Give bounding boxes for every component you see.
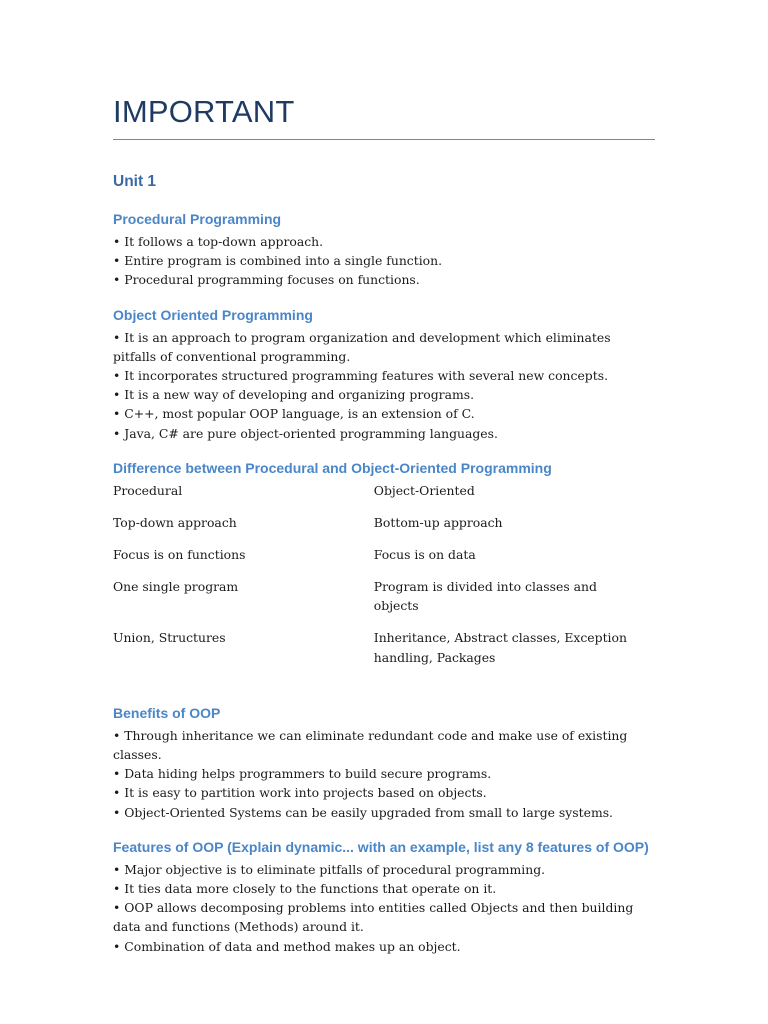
list-item: • Procedural programming focuses on functions.: [113, 270, 655, 289]
table-cell: One single program: [113, 578, 239, 594]
table-cell: Top-down approach: [113, 514, 237, 530]
document-title: IMPORTANT: [113, 94, 295, 129]
table-cell: Procedural: [113, 482, 183, 498]
list-item: • Java, C# are pure object-oriented programming languages.: [113, 424, 655, 443]
section-heading-difference: Difference between Procedural and Object-Oriented Programming: [113, 459, 552, 476]
list-item: • C++, most popular OOP language, is an extension of C.: [113, 404, 655, 423]
table-cell: Focus is on data: [373, 546, 476, 562]
table-cell: Object-Oriented: [373, 482, 475, 498]
bullet-list-benefits: [113, 726, 655, 822]
table-row: [113, 513, 655, 545]
list-item: • Data hiding helps programmers to build secure programs.: [113, 764, 655, 783]
comparison-table: [113, 481, 655, 680]
list-item: • Object-Oriented Systems can be easily upgraded from small to large systems.: [113, 803, 655, 822]
list-item: • It is easy to partition work into projects based on objects.: [113, 783, 655, 802]
table-cell: Inheritance, Abstract classes, Exception handling, Packages: [373, 630, 627, 665]
table-cell: Focus is on functions: [113, 546, 246, 562]
list-item: • It follows a top-down approach.: [113, 232, 655, 251]
list-item: • It ties data more closely to the functions that operate on it.: [113, 879, 655, 898]
unit-heading: Unit 1: [113, 173, 157, 190]
table-cell: Program is divided into classes and objects: [373, 578, 597, 614]
section-heading-features: Features of OOP (Explain dynamic... with an example, list any 8 features of OOP): [113, 838, 649, 855]
section-heading-benefits: Benefits of OOP: [113, 704, 221, 721]
list-item: • Through inheritance we can eliminate redundant code and make use of existing classes.: [113, 726, 655, 764]
table-row: [113, 481, 655, 513]
list-item: • Entire program is combined into a single function.: [113, 251, 655, 270]
table-row: [113, 628, 655, 680]
section-heading-procedural: Procedural Programming: [113, 211, 282, 227]
bullet-list-procedural: [113, 232, 655, 290]
title-divider: [113, 139, 655, 140]
bullet-list-features: [113, 860, 655, 956]
list-item: • Combination of data and method makes up an object.: [113, 937, 655, 956]
table-row: [113, 545, 655, 577]
list-item: • It incorporates structured programming features with several new concepts.: [113, 366, 655, 385]
table-cell: Union, Structures: [113, 630, 226, 646]
section-heading-oop: Object Oriented Programming: [113, 306, 313, 323]
table-row: [113, 577, 655, 629]
bullet-list-oop: [113, 328, 655, 443]
list-item: • Major objective is to eliminate pitfalls of procedural programming.: [113, 860, 655, 879]
document-body: [113, 171, 655, 970]
table-cell: Bottom-up approach: [373, 514, 503, 530]
list-item: • OOP allows decomposing problems into entities called Objects and then building data and functions (Methods) around it.: [113, 898, 655, 936]
list-item: • It is an approach to program organization and development which eliminates pitfalls of conventional programming.: [113, 328, 655, 366]
list-item: • It is a new way of developing and organizing programs.: [113, 385, 655, 404]
